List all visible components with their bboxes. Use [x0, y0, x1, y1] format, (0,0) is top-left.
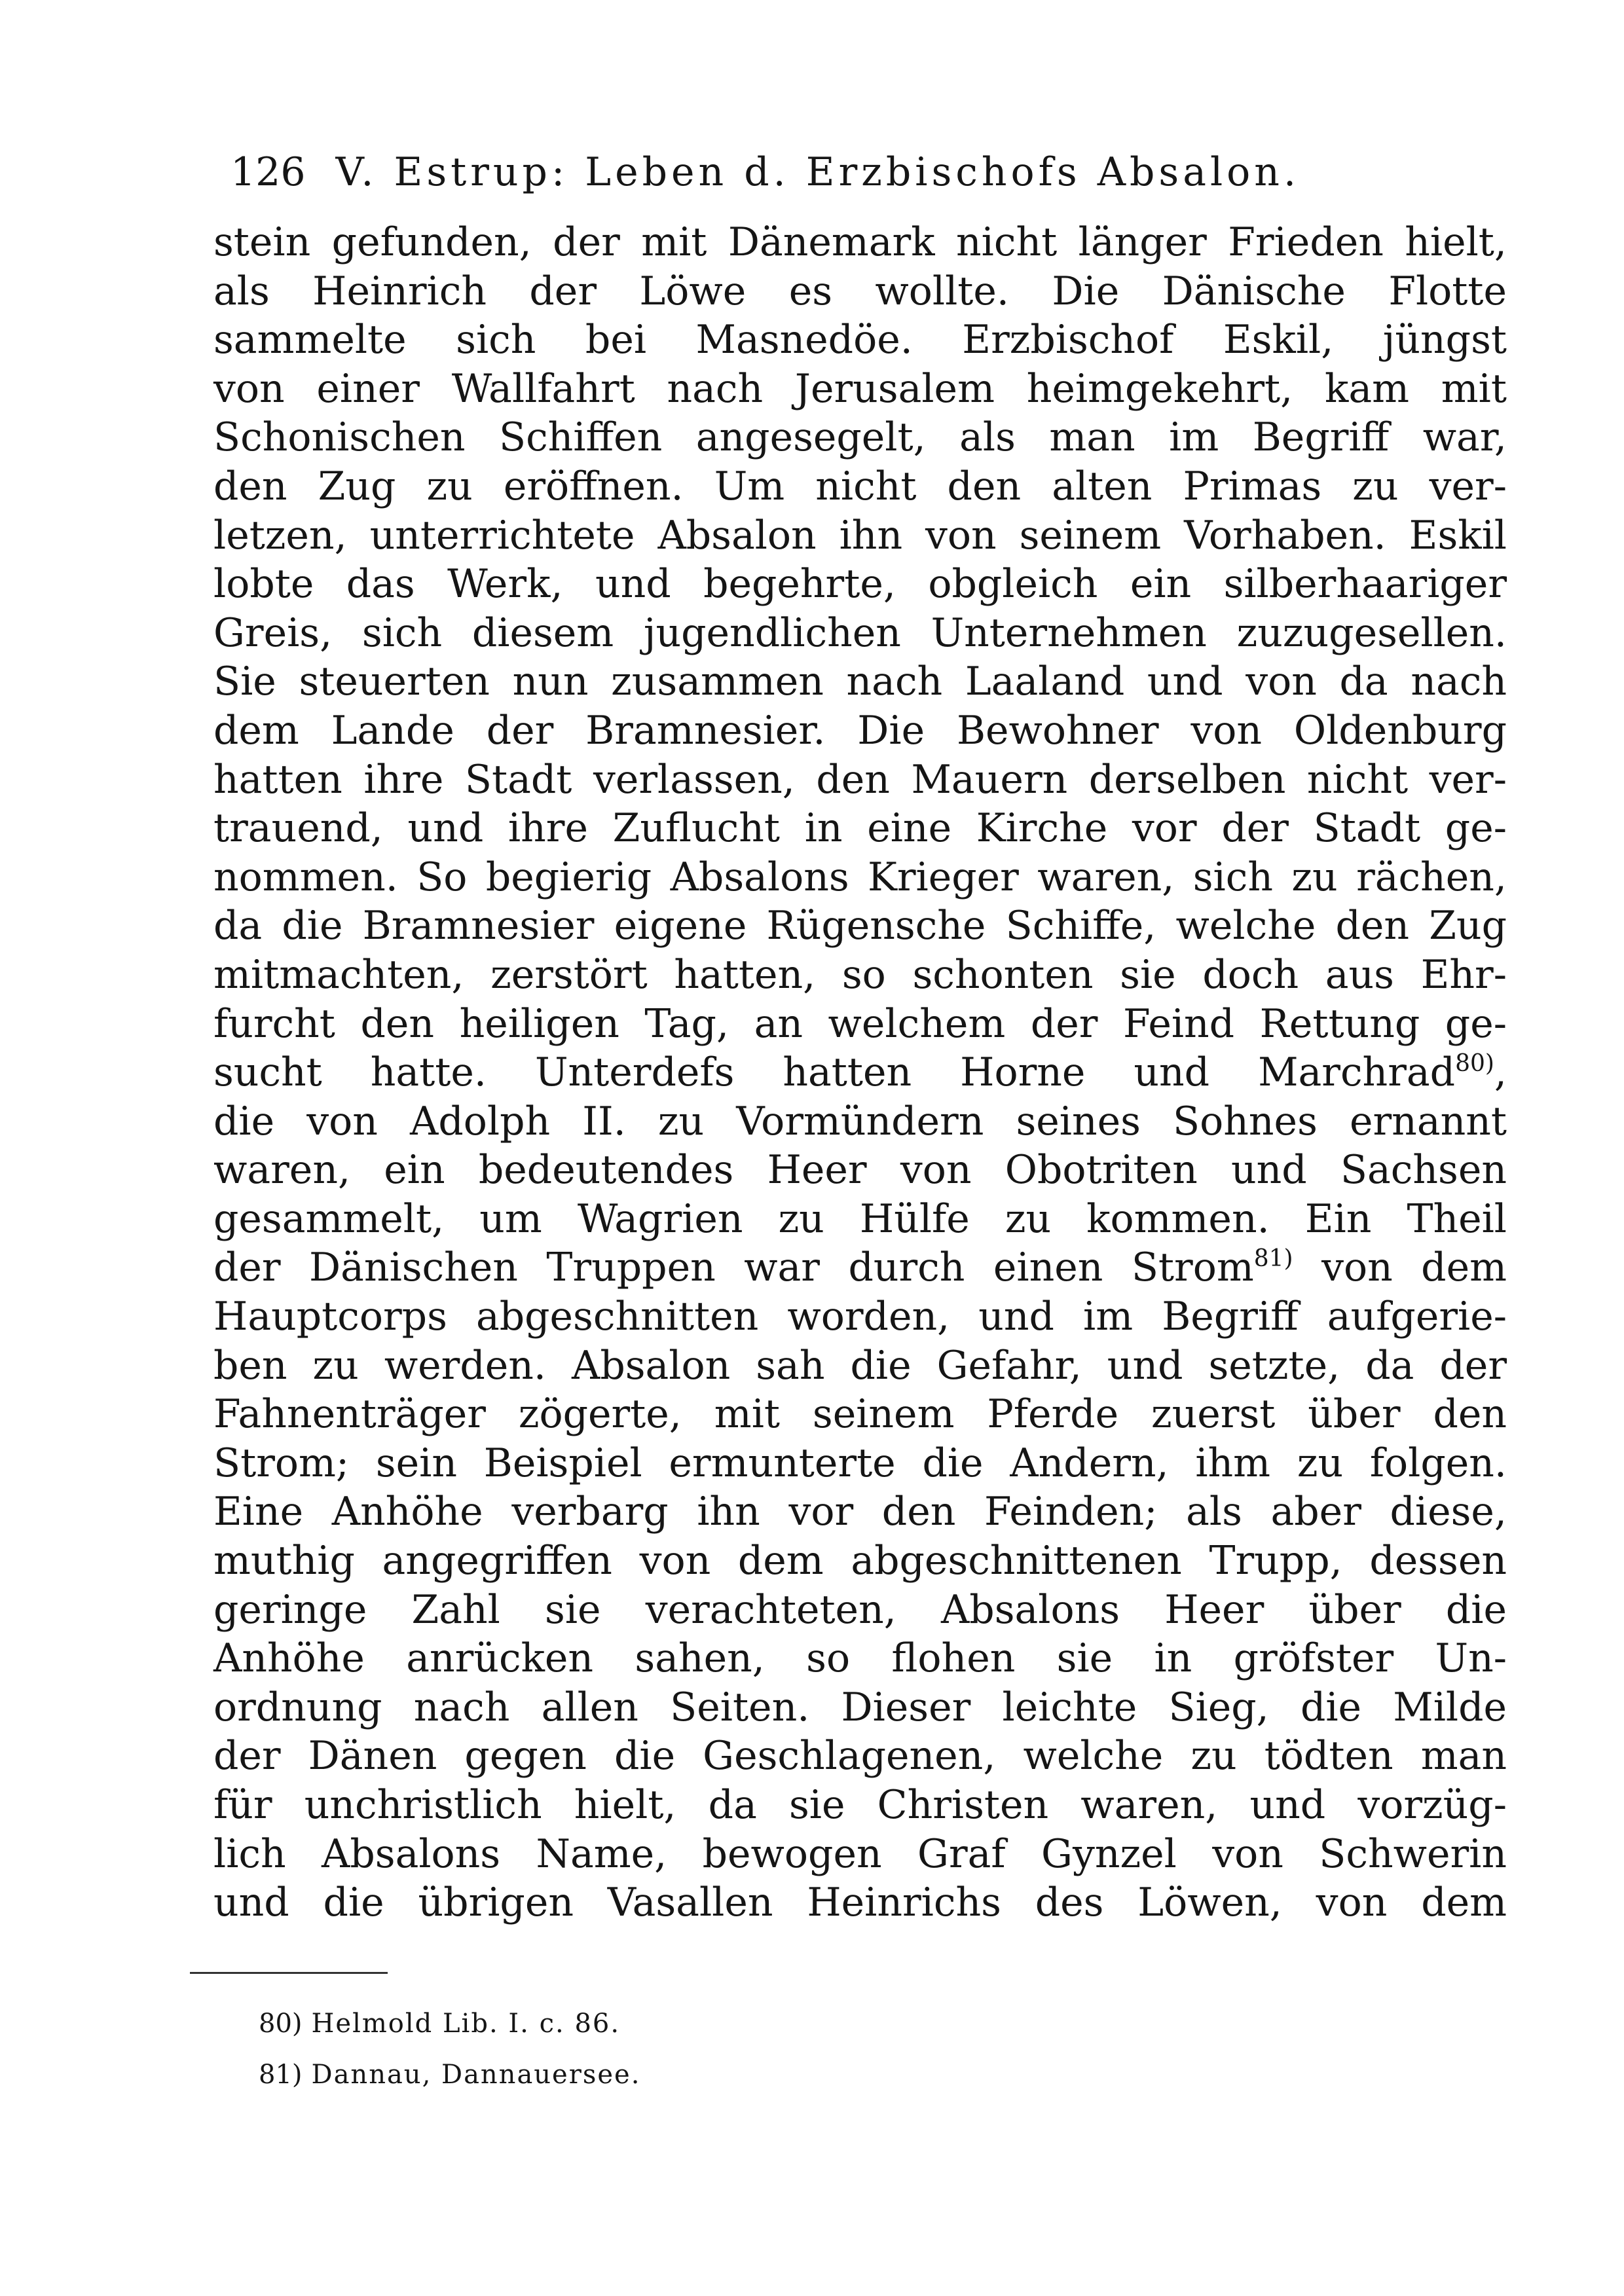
- text-line: sammelte sich bei Masnedöe. Erzbischof Eskil, jüngst: [213, 317, 1507, 363]
- text-line: lobte das Werk, und begehrte, obgleich ein silberhaariger: [213, 561, 1507, 608]
- footnote-number: 80): [259, 2009, 303, 2039]
- text-line: die von Adolph II. zu Vormündern seines Sohnes ernannt: [213, 1098, 1507, 1144]
- body-text: [213, 218, 1507, 1927]
- text-line: waren, ein bedeutendes Heer von Obotriten und Sachsen: [213, 1147, 1507, 1194]
- footnote-ref-81[interactable]: 81): [1253, 1245, 1293, 1273]
- text-line: ben zu werden. Absalon sah die Gefahr, und setzte, da der: [213, 1342, 1507, 1389]
- text-line: trauend, und ihre Zuflucht in eine Kirche vor der Stadt ge-: [213, 805, 1507, 852]
- text-line: Strom; sein Beispiel ermunterte die Andern, ihm zu folgen.: [213, 1440, 1507, 1486]
- footnote-divider: [190, 1972, 388, 1974]
- text-line: der Dänen gegen die Geschlagenen, welche zu tödten man: [213, 1733, 1507, 1779]
- footnote-81: [259, 2049, 1175, 2100]
- text-line: Anhöhe anrücken sahen, so flohen sie in gröfster Un-: [213, 1635, 1507, 1682]
- text-line: furcht den heiligen Tag, an welchem der Feind Rettung ge-: [213, 1000, 1507, 1047]
- text-line: sucht hatte. Unterdefs hatten Horne und Marchrad$^{80)}$,: [213, 1049, 1507, 1096]
- text-line: muthig angegriffen von dem abgeschnittenen Trupp, dessen: [213, 1538, 1507, 1584]
- text-line: ordnung nach allen Seiten. Dieser leichte Sieg, die Milde: [213, 1684, 1507, 1730]
- page-number: 126: [231, 149, 306, 195]
- text-line: Fahnenträger zögerte, mit seinem Pferde zuerst über den: [213, 1391, 1507, 1438]
- footnotes: [259, 1998, 1175, 2100]
- footnote-80: [259, 1998, 1175, 2049]
- text-line: Eine Anhöhe verbarg ihn vor den Feinden; als aber diese,: [213, 1489, 1507, 1535]
- footnote-text: Dannau, Dannauersee.: [311, 2060, 641, 2090]
- text-line: Sie steuerten nun zusammen nach Laaland und von da nach: [213, 659, 1507, 705]
- text-line: mitmachten, zerstört hatten, so schonten sie doch aus Ehr-: [213, 951, 1507, 998]
- footnote-ref-80[interactable]: 80): [1455, 1050, 1494, 1078]
- running-head: V. Estrup: Leben d. Erzbischofs Absalon.: [335, 149, 1301, 195]
- text-line: Schonischen Schiffen angesegelt, als man im Begriff war,: [213, 414, 1507, 461]
- text-line: als Heinrich der Löwe es wollte. Die Dänische Flotte: [213, 268, 1507, 314]
- text-line: für unchristlich hielt, da sie Christen waren, und vorzüg-: [213, 1782, 1507, 1828]
- text-line: gesammelt, um Wagrien zu Hülfe zu kommen. Ein Theil: [213, 1195, 1507, 1242]
- text-line: und die übrigen Vasallen Heinrichs des Löwen, von dem: [213, 1880, 1507, 1926]
- text-line: nommen. So begierig Absalons Krieger waren, sich zu rächen,: [213, 854, 1507, 900]
- text-line: dem Lande der Bramnesier. Die Bewohner von Oldenburg: [213, 707, 1507, 754]
- text-line: der Dänischen Truppen war durch einen Strom$^{81)}$ von dem: [213, 1245, 1507, 1291]
- page-header: [231, 149, 1527, 202]
- text-line: von einer Wallfahrt nach Jerusalem heimgekehrt, kam mit: [213, 365, 1507, 412]
- text-line: stein gefunden, der mit Dänemark nicht länger Frieden hielt,: [213, 219, 1507, 265]
- text-line: da die Bramnesier eigene Rügensche Schiffe, welche den Zug: [213, 903, 1507, 949]
- text-line: Greis, sich diesem jugendlichen Unternehmen zuzugesellen.: [213, 610, 1507, 656]
- text-line: letzen, unterrichtete Absalon ihn von seinem Vorhaben. Eskil: [213, 512, 1507, 558]
- text-line: Hauptcorps abgeschnitten worden, und im Begriff aufgerie-: [213, 1294, 1507, 1340]
- footnote-number: 81): [259, 2060, 303, 2090]
- text-line: geringe Zahl sie verachteten, Absalons Heer über die: [213, 1586, 1507, 1633]
- text-line: lich Absalons Name, bewogen Graf Gynzel von Schwerin: [213, 1831, 1507, 1877]
- text-line: hatten ihre Stadt verlassen, den Mauern derselben nicht ver-: [213, 756, 1507, 803]
- text-line: den Zug zu eröffnen. Um nicht den alten Primas zu ver-: [213, 463, 1507, 509]
- footnote-text: Helmold Lib. I. c. 86.: [311, 2009, 621, 2039]
